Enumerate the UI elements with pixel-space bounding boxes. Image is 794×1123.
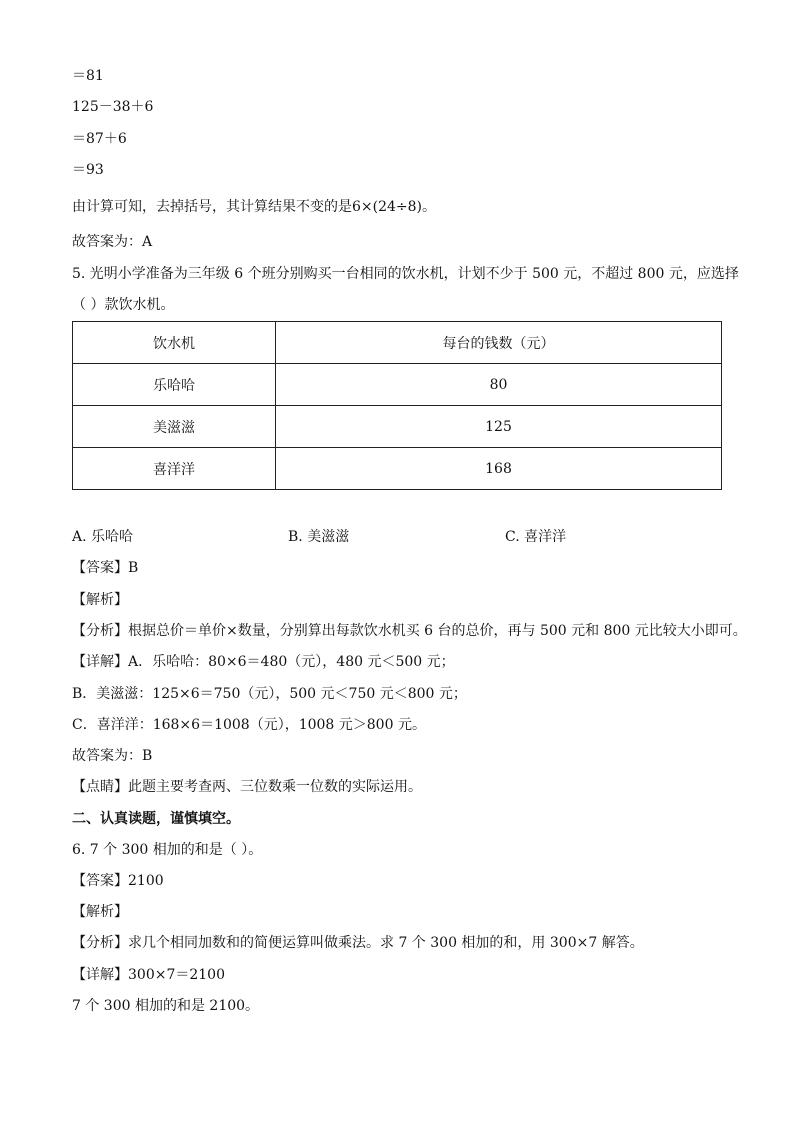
q4-conclusion-math: 6×(24÷8)	[352, 199, 423, 215]
table-cell-price: 168	[276, 448, 722, 490]
comment-tag: 【点睛】	[72, 779, 128, 795]
detail-tag: 【详解】	[72, 654, 128, 670]
q4-conclusion-text: 由计算可知，去掉括号，其计算结果不变的是	[72, 199, 352, 215]
calc-line-4: ＝93	[72, 162, 104, 178]
price-table	[72, 321, 722, 490]
q5-answer	[72, 558, 138, 578]
q6-answer	[72, 871, 164, 891]
fenxi-text: 根据总价＝单价×数量，分别算出每款饮水机买 6 台的总价，再与 500 元和 800 元比较大小即可。	[128, 623, 747, 639]
q5-answer-line: 故答案为：B	[72, 748, 153, 764]
q6-final: 7 个 300 相加的和是 2100。	[72, 998, 260, 1014]
calc-line-1: ＝81	[72, 68, 104, 84]
table-row	[73, 364, 722, 406]
detail-text: 300×7＝2100	[128, 967, 225, 983]
comment-text: 此题主要考查两、三位数乘一位数的实际运用。	[128, 779, 422, 795]
q6-detail	[72, 965, 225, 985]
fenxi-tag: 【分析】	[72, 623, 128, 639]
table-row	[73, 406, 722, 448]
q5-comment	[72, 777, 422, 797]
table-cell-name: 美滋滋	[73, 406, 276, 448]
q4-answer-line: 故答案为：A	[72, 234, 153, 250]
table-header-cell: 饮水机	[73, 322, 276, 364]
table-header-cell: 每台的钱数（元）	[276, 322, 722, 364]
q6-fenxi	[72, 933, 644, 953]
q5-analysis-tag: 【解析】	[72, 592, 128, 608]
q5-detail-a	[72, 652, 455, 672]
q5-detail-b: B．美滋滋：125×6＝750（元），500 元＜750 元＜800 元；	[72, 686, 467, 702]
q4-conclusion-suffix: 。	[422, 199, 437, 215]
fenxi-tag: 【分析】	[72, 935, 128, 951]
section-title: 二、认真读题，谨慎填空。	[72, 811, 240, 827]
answer-tag: 【答案】	[72, 560, 128, 576]
detail-tag: 【详解】	[72, 967, 128, 983]
detail-text: A．乐哈哈：80×6＝480（元），480 元＜500 元；	[128, 654, 455, 670]
table-cell-name: 喜洋洋	[73, 448, 276, 490]
q5-fenxi	[72, 621, 747, 641]
answer-value: 2100	[128, 873, 164, 889]
fenxi-text: 求几个相同加数和的简便运算叫做乘法。求 7 个 300 相加的和，用 300×7 解答。	[128, 935, 644, 951]
calc-line-3: ＝87＋6	[72, 131, 127, 147]
table-header-row	[73, 322, 722, 364]
q5-detail-c: C．喜洋洋：168×6＝1008（元），1008 元＞800 元。	[72, 717, 426, 733]
q5-question-line-2: （ ）款饮水机。	[72, 297, 175, 313]
table-cell-name: 乐哈哈	[73, 364, 276, 406]
answer-tag: 【答案】	[72, 873, 128, 889]
option-b: B. 美滋滋	[288, 529, 350, 545]
q6-question: 6. 7 个 300 相加的和是（ ）。	[72, 842, 263, 858]
table-cell-price: 125	[276, 406, 722, 448]
table-cell-price: 80	[276, 364, 722, 406]
q4-conclusion	[72, 197, 436, 217]
answer-value: B	[128, 560, 139, 576]
q6-analysis-tag: 【解析】	[72, 904, 128, 920]
table-row	[73, 448, 722, 490]
q5-question-line-1: 5. 光明小学准备为三年级 6 个班分别购买一台相同的饮水机，计划不少于 500 元，不超过 800 元，应选择	[72, 266, 739, 282]
option-a: A. 乐哈哈	[72, 529, 134, 545]
option-c: C. 喜洋洋	[505, 529, 567, 545]
calc-line-2: 125－38＋6	[72, 99, 154, 115]
